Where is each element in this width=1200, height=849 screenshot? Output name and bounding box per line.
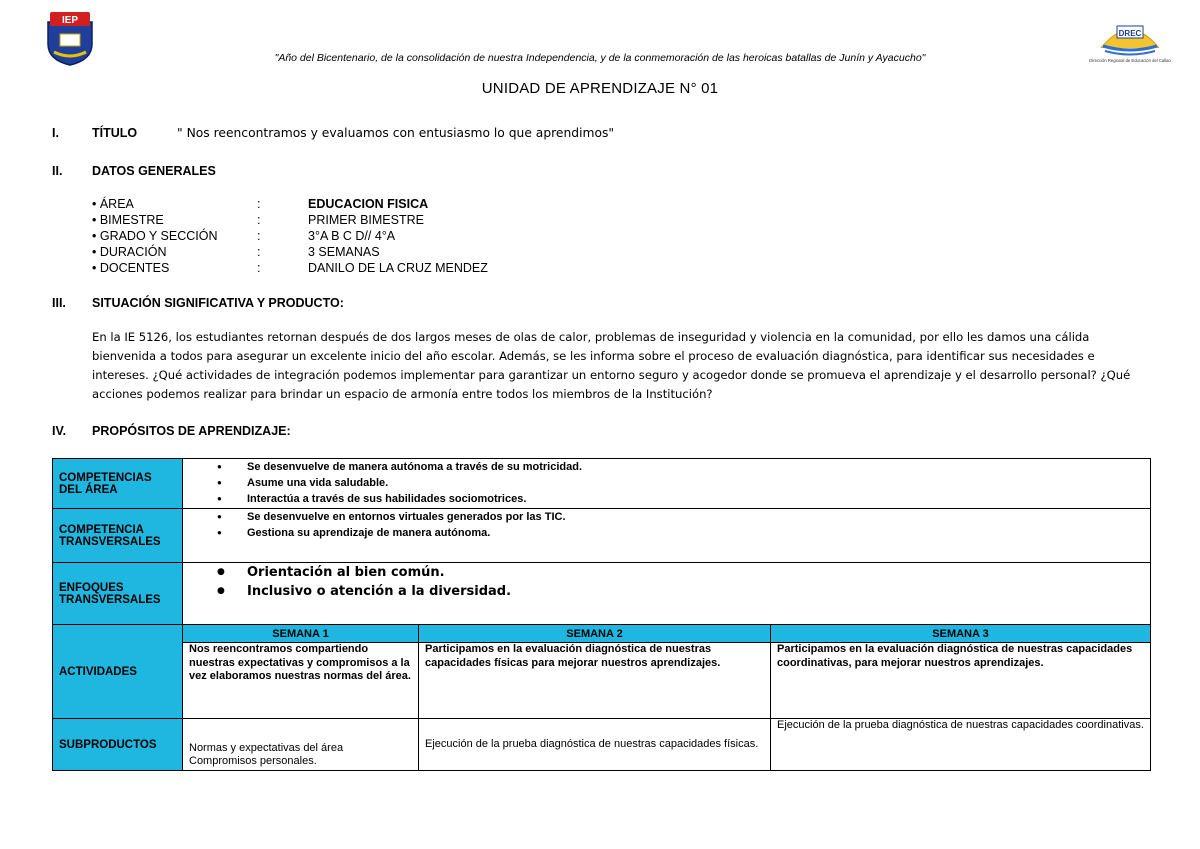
situacion-paragraph: En la IE 5126, los estudiantes retornan después de dos largos meses de olas de calor, problemas de inseguridad y violencia en la comunidad, por ello les damos una cálida bienvenida a todos para asegurar un excelente inicio del año escolar. Además, se les informa sobre el proceso de evaluación diagnóstica, para identificar sus necesidades e intereses. ¿Qué actividades de integración podemos implementar para garantizar un entorno seguro y acogedor donde se promueva el aprendizaje y el desarrollo personal? ¿Qué acciones podemos realizar para brindar un espacio de armonía entre todos los miembros de la Institución? <box>92 330 1131 401</box>
enfoques-list <box>189 563 1144 601</box>
transversales-cell <box>183 509 1151 563</box>
datos-value: 3°A B C D// 4°A <box>308 229 396 243</box>
table-row <box>53 719 1151 771</box>
datos-label: • GRADO Y SECCIÓN <box>92 229 218 243</box>
subproduct-line: Compromisos personales. <box>189 755 317 767</box>
unit-title-text: " Nos reencontramos y evaluamos con entusiasmo lo que aprendimos" <box>177 126 615 140</box>
svg-text:DREC: DREC <box>1118 29 1142 38</box>
row-label: COMPETENCIAS DEL ÁREA <box>53 459 183 509</box>
section-number: III. <box>52 296 66 310</box>
svg-text:Dirección Regional de Educació: Dirección Regional de Educación del Callao <box>1089 58 1171 63</box>
year-motto: "Año del Bicentenario, de la consolidación de nuestra Independencia, y de la conmemoración de las heroicas batallas de Junín y Ayacucho" <box>274 52 926 64</box>
week-header: SEMANA 2 <box>419 625 771 643</box>
svg-text:IEP: IEP <box>61 15 79 26</box>
list-item: ● Interactúa a través de sus habilidades sociomotrices. <box>217 491 1144 507</box>
datos-colon: : <box>257 245 261 259</box>
week-header: SEMANA 3 <box>771 625 1151 643</box>
list-item: ● Gestiona su aprendizaje de manera autónoma. <box>217 525 1144 541</box>
datos-label: • BIMESTRE <box>92 213 164 227</box>
week-header: SEMANA 1 <box>183 625 419 643</box>
list-item: ● Asume una vida saludable. <box>217 475 1144 491</box>
row-label: COMPETENCIA TRANSVERSALES <box>53 509 183 563</box>
subproduct-cell <box>771 719 1151 771</box>
datos-colon: : <box>257 261 261 275</box>
datos-value: DANILO DE LA CRUZ MENDEZ <box>308 261 488 275</box>
enfoques-cell <box>183 563 1151 625</box>
section-heading: SITUACIÓN SIGNIFICATIVA Y PRODUCTO: <box>92 296 344 310</box>
transversales-list <box>189 509 1144 541</box>
list-item: ● Orientación al bien común. <box>217 563 1144 582</box>
datos-label: • ÁREA <box>92 197 134 211</box>
page-title: UNIDAD DE APRENDIZAJE N° 01 <box>481 80 719 97</box>
table-row <box>53 509 1151 563</box>
row-label: SUBPRODUCTOS <box>53 719 183 771</box>
propositos-table <box>52 458 1151 771</box>
table-row <box>53 625 1151 643</box>
datos-value: 3 SEMANAS <box>308 245 380 259</box>
subproduct-line: Ejecución de la prueba diagnóstica de nuestras capacidades físicas. <box>425 738 759 750</box>
list-item: ● Inclusivo o atención a la diversidad. <box>217 582 1144 601</box>
drec-logo <box>1089 18 1171 64</box>
datos-colon: : <box>257 213 261 227</box>
table-row <box>53 643 1151 719</box>
list-item: ● Se desenvuelve en entornos virtuales generados por las TIC. <box>217 509 1144 525</box>
section-number: I. <box>52 126 59 140</box>
row-label: ENFOQUES TRANSVERSALES <box>53 563 183 625</box>
section-number: II. <box>52 164 63 178</box>
subproduct-line: Normas y expectativas del área <box>189 742 344 754</box>
subproduct-cell <box>183 719 419 771</box>
table-row <box>53 563 1151 625</box>
datos-value: PRIMER BIMESTRE <box>308 213 424 227</box>
datos-label: • DOCENTES <box>92 261 170 275</box>
competencias-list <box>189 459 1144 507</box>
activity-cell: Nos reencontramos compartiendo nuestras expectativas y compromisos a la vez elaboramos nuestras normas del área. <box>183 643 419 719</box>
section-heading: PROPÓSITOS DE APRENDIZAJE: <box>92 424 291 438</box>
competencias-cell <box>183 459 1151 509</box>
datos-colon: : <box>257 197 261 211</box>
section-number: IV. <box>52 424 67 438</box>
row-label: ACTIVIDADES <box>53 625 183 719</box>
subproduct-cell <box>419 719 771 771</box>
list-item: ● Se desenvuelve de manera autónoma a través de su motricidad. <box>217 459 1144 475</box>
datos-colon: : <box>257 229 261 243</box>
section-heading: DATOS GENERALES <box>92 164 216 178</box>
section-heading: TÍTULO <box>92 126 138 140</box>
activity-cell: Participamos en la evaluación diagnóstica de nuestras capacidades coordinativas, para mejorar nuestros aprendizajes. <box>771 643 1151 719</box>
table-row <box>53 459 1151 509</box>
subproduct-line: Ejecución de la prueba diagnóstica de nuestras capacidades coordinativas. <box>777 719 1144 731</box>
school-logo <box>44 10 96 66</box>
datos-label: • DURACIÓN <box>92 245 167 259</box>
activity-cell: Participamos en la evaluación diagnóstica de nuestras capacidades físicas para mejorar nuestros aprendizajes. <box>419 643 771 719</box>
datos-value: EDUCACION FISICA <box>308 197 429 211</box>
